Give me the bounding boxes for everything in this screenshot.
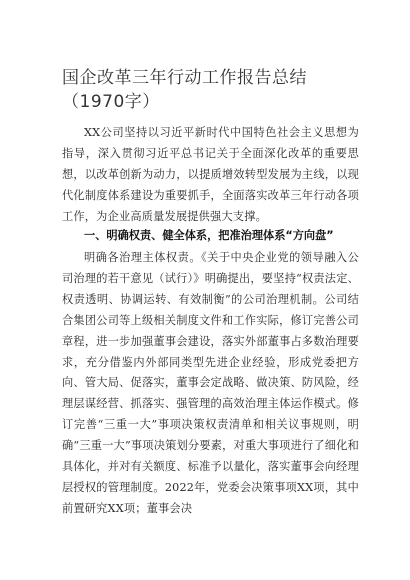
section-body-paragraph: 明确各治理主体权责。《关于中央企业党的领导融入公司治理的若干意见（试行）》明确提出，要坚持“权责法定、权责透明、协调运转、有效制衡”的公司治理机制。公司结合集团公司等上级相关制度文件和工作实际，修订完善公司章程，进一步加强董事会建设，落实外部董事占多数治理要求，充分借鉴内外部同类型先进企业经验，形成党委把方向、管大局、促落实，董事会定战略、做决策、防风险，经理层谋经营、抓落实、强管理的高效治理主体运作模式。修订完善“三重一大”事项决策权责清单和相关议事规则，明确“三重一大”事项决策划分要素，对重大事项进行了细化和具体化，并对有关额度、标准予以量化，落实董事会向经理层授权的管理制度。2022年，党委会决策事项XX项，其中前置研究XX项；董事会决: [62, 251, 359, 515]
section-heading: 一、明确权责、健全体系，把准治理体系“方向盘”: [84, 229, 334, 242]
document-title: 国企改革三年行动工作报告总结（1970字）: [62, 68, 307, 112]
section-body-block: [62, 248, 359, 520]
intro-paragraph-block: [62, 123, 359, 228]
intro-paragraph: XX公司坚持以习近平新时代中国特色社会主义思想为指导，深入贯彻习近平总书记关于全面深化改革的重要思想，以改革创新为动力，以提质增效转型发展为主线，以现代化制度体系建设为重要抓手，全面落实改革三年行动各项工作，为企业高质量发展提供强大支撑。: [62, 126, 359, 223]
